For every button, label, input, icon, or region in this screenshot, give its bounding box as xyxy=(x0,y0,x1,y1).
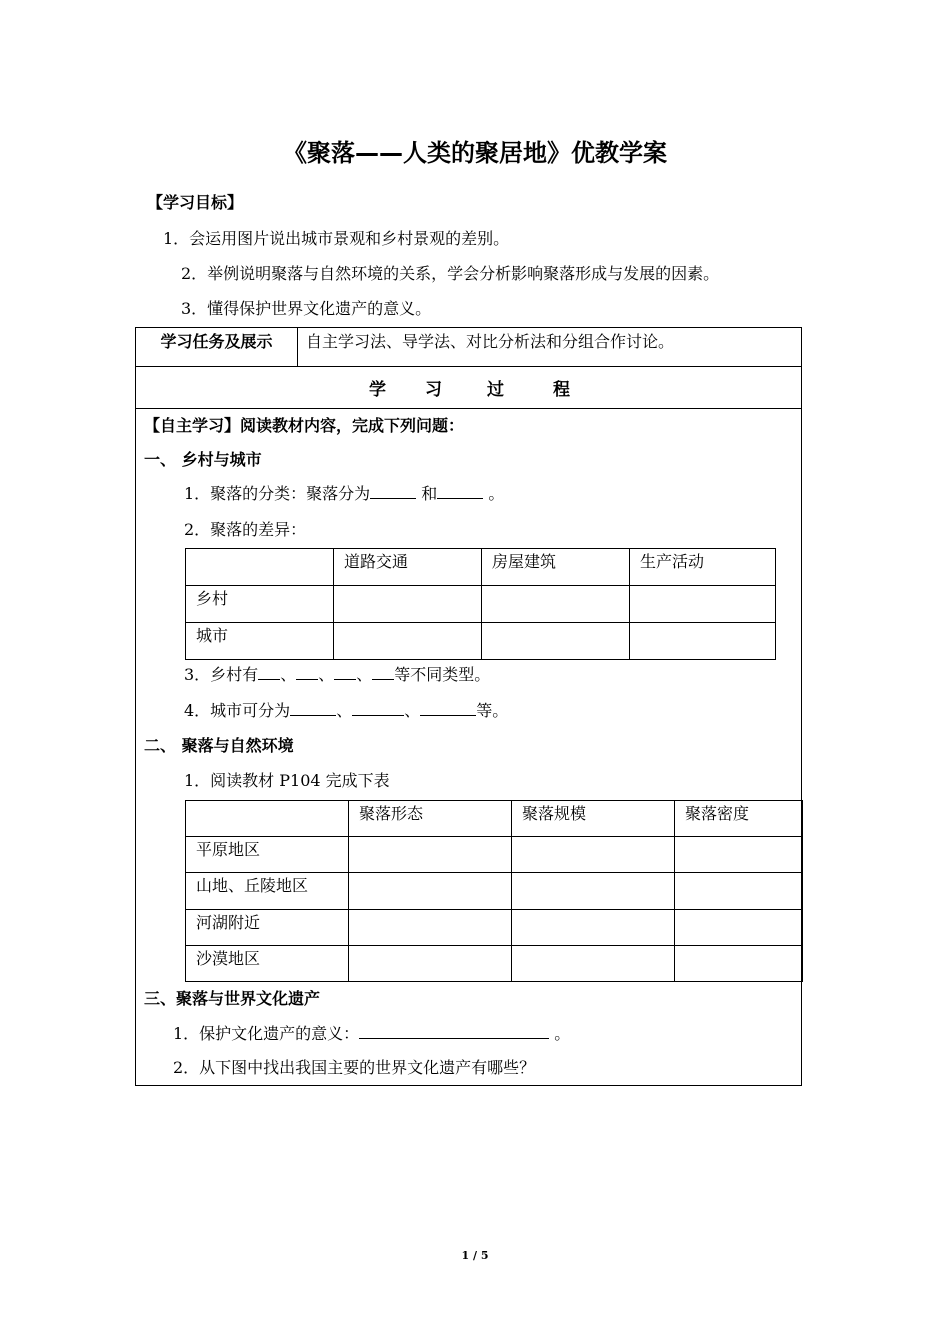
page-title: 《聚落——人类的聚居地》优教学案 xyxy=(283,139,667,167)
table-row-label: 平原地区 xyxy=(186,837,349,873)
task-content: 自主学习法、导学法、对比分析法和分组合作讨论。 xyxy=(306,332,675,351)
table-header-cell: 聚落密度 xyxy=(675,801,803,837)
environment-table xyxy=(185,800,803,982)
s1-q3-prefix: 3．乡村有 xyxy=(184,665,259,684)
objective-item-1: 1．会运用图片说出城市景观和乡村景观的差别。 xyxy=(163,229,510,248)
separator: 、 xyxy=(356,665,373,684)
table-row-label: 河湖附近 xyxy=(186,909,349,945)
answer-blank[interactable] xyxy=(359,1023,549,1039)
table-cell[interactable] xyxy=(349,873,512,909)
table-cell[interactable] xyxy=(334,586,482,623)
s2-q1: 1．阅读教材 P104 完成下表 xyxy=(184,771,390,790)
s1-q1-mid: 和 xyxy=(421,484,438,503)
s1-q4-end: 等。 xyxy=(476,701,509,720)
table-cell[interactable] xyxy=(675,945,803,981)
s1-q1 xyxy=(184,481,504,504)
s3-q1-end: 。 xyxy=(554,1024,571,1043)
separator: 、 xyxy=(336,701,353,720)
process-char-3: 过 xyxy=(487,380,504,400)
objectives-heading: 【学习目标】 xyxy=(147,193,244,212)
section1-heading: 一、 乡村与城市 xyxy=(144,450,262,469)
process-char-4: 程 xyxy=(553,380,570,400)
learning-box xyxy=(135,327,802,1086)
section2-heading: 二、 聚落与自然环境 xyxy=(144,736,294,755)
objective-item-3: 3．懂得保护世界文化遗产的意义。 xyxy=(181,299,432,318)
table-header-cell: 房屋建筑 xyxy=(482,549,630,586)
table-cell[interactable] xyxy=(349,945,512,981)
table-row-label: 城市 xyxy=(186,623,334,660)
answer-blank[interactable] xyxy=(437,483,483,499)
table-cell[interactable] xyxy=(675,873,803,909)
process-row xyxy=(136,367,801,409)
separator: 、 xyxy=(318,665,335,684)
s1-q1-prefix: 1．聚落的分类：聚落分为 xyxy=(184,484,371,503)
separator: 、 xyxy=(404,701,421,720)
table-header-cell: 生产活动 xyxy=(630,549,776,586)
village-city-table xyxy=(185,548,776,660)
answer-blank[interactable] xyxy=(370,483,416,499)
table-cell[interactable] xyxy=(482,623,630,660)
s3-q1-prefix: 1．保护文化遗产的意义： xyxy=(173,1024,360,1043)
self-study-text: 阅读教材内容，完成下列问题： xyxy=(240,416,465,435)
table-cell[interactable] xyxy=(512,909,675,945)
table-header-cell: 聚落形态 xyxy=(349,801,512,837)
answer-blank[interactable] xyxy=(296,664,318,680)
table-row-label: 沙漠地区 xyxy=(186,945,349,981)
table-row-label: 山地、丘陵地区 xyxy=(186,873,349,909)
answer-blank[interactable] xyxy=(352,700,404,716)
table-header-cell: 聚落规模 xyxy=(512,801,675,837)
s1-q3 xyxy=(184,662,490,685)
table-cell[interactable] xyxy=(349,909,512,945)
answer-blank[interactable] xyxy=(290,700,336,716)
section3-heading: 三、聚落与世界文化遗产 xyxy=(144,989,321,1008)
table-header-cell xyxy=(186,801,349,837)
separator: 、 xyxy=(280,665,297,684)
s1-q4 xyxy=(184,698,508,721)
table-cell[interactable] xyxy=(349,837,512,873)
table-cell[interactable] xyxy=(675,909,803,945)
s3-q2: 2．从下图中找出我国主要的世界文化遗产有哪些？ xyxy=(173,1058,536,1077)
table-cell[interactable] xyxy=(512,837,675,873)
s3-q1 xyxy=(173,1021,570,1044)
table-header-cell xyxy=(186,549,334,586)
table-cell[interactable] xyxy=(334,623,482,660)
table-cell[interactable] xyxy=(675,837,803,873)
self-study-line xyxy=(144,413,464,436)
s1-q1-end: 。 xyxy=(488,484,505,503)
self-study-tag: 【自主学习】 xyxy=(144,416,241,435)
table-cell[interactable] xyxy=(630,586,776,623)
answer-blank[interactable] xyxy=(420,700,476,716)
table-cell[interactable] xyxy=(482,586,630,623)
table-row-label: 乡村 xyxy=(186,586,334,623)
process-char-1: 学 xyxy=(369,380,386,400)
answer-blank[interactable] xyxy=(372,664,394,680)
table-cell[interactable] xyxy=(512,873,675,909)
s1-q4-prefix: 4．城市可分为 xyxy=(184,701,291,720)
answer-blank[interactable] xyxy=(258,664,280,680)
s1-q3-end: 等不同类型。 xyxy=(394,665,491,684)
s1-q2: 2．聚落的差异： xyxy=(184,520,307,539)
task-row xyxy=(136,328,801,367)
answer-blank[interactable] xyxy=(334,664,356,680)
process-char-2: 习 xyxy=(425,380,442,400)
table-cell[interactable] xyxy=(630,623,776,660)
page-number: 1 / 5 xyxy=(461,1249,489,1262)
objective-item-2: 2．举例说明聚落与自然环境的关系，学会分析影响聚落形成与发展的因素。 xyxy=(181,264,720,283)
table-cell[interactable] xyxy=(512,945,675,981)
task-label: 学习任务及展示 xyxy=(136,328,298,366)
table-header-cell: 道路交通 xyxy=(334,549,482,586)
